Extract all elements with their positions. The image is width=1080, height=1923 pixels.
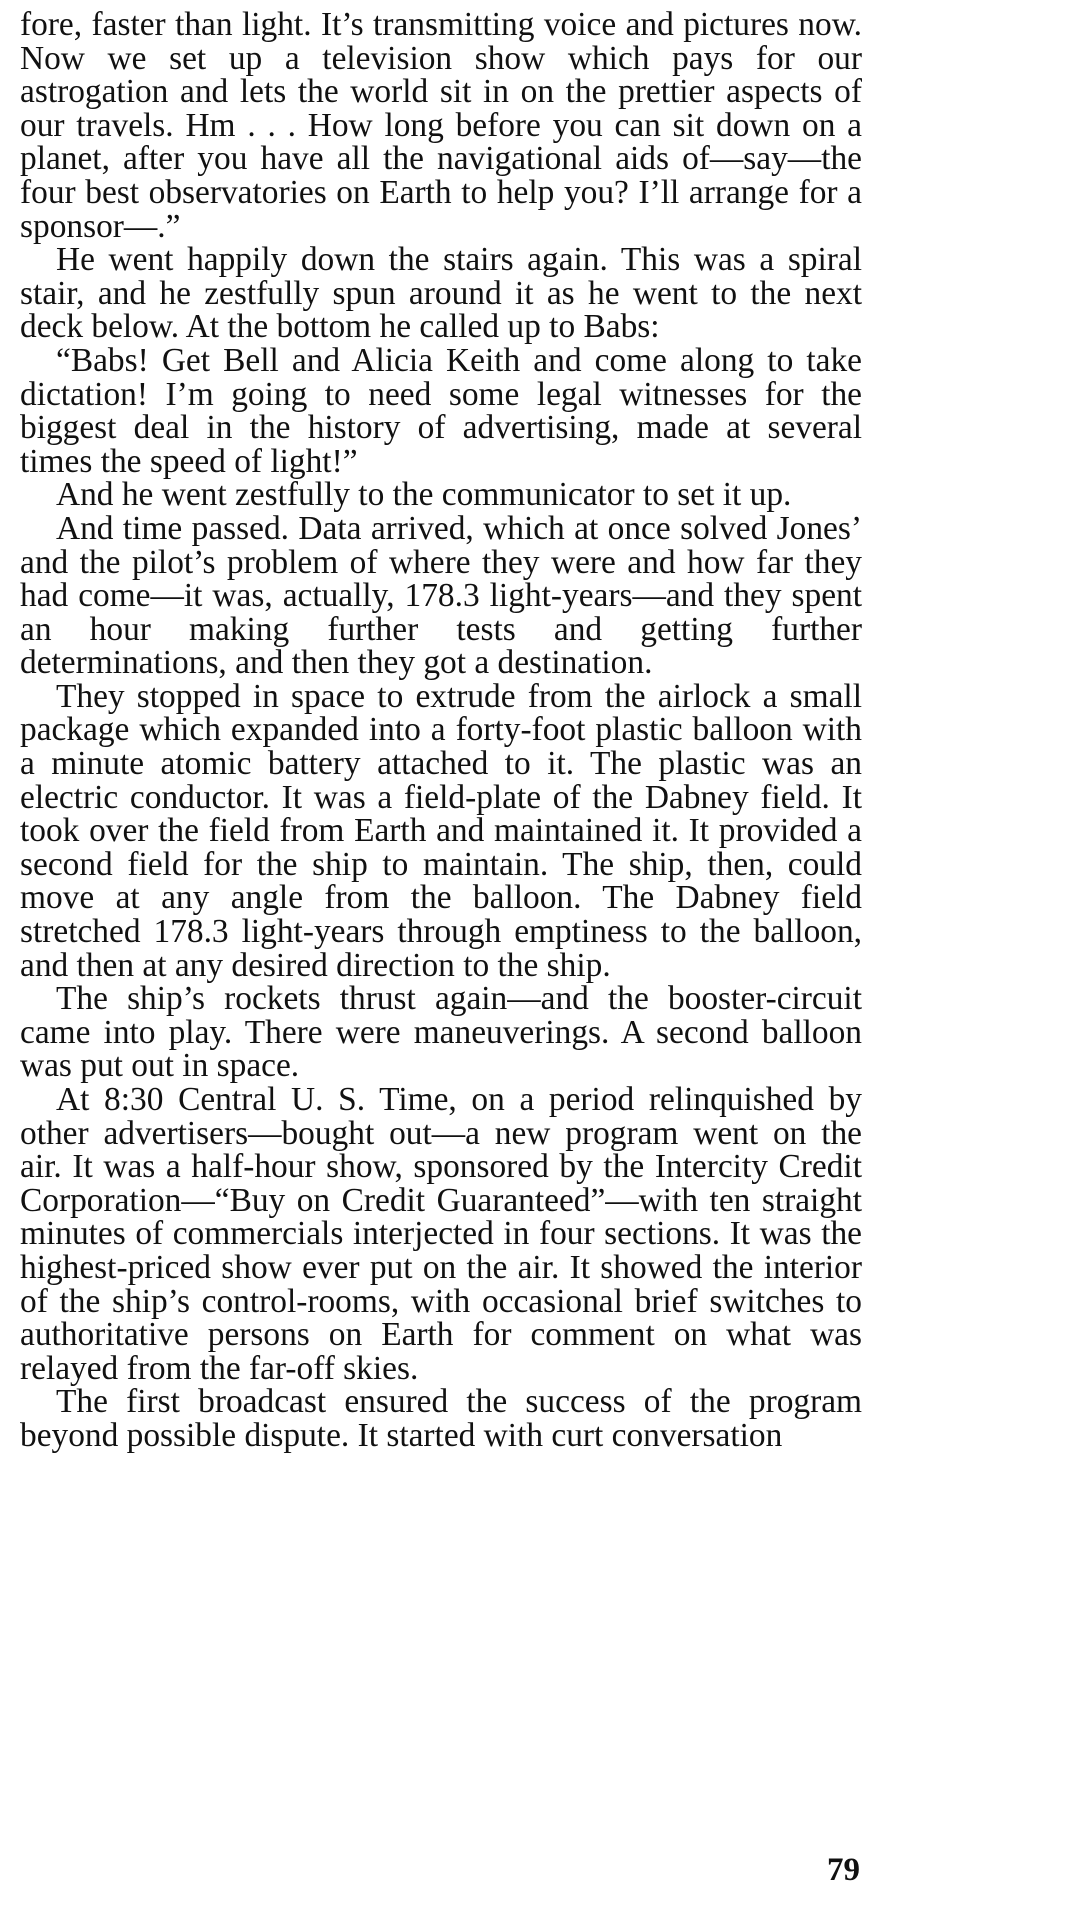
paragraph-1: fore, faster than light. It’s transmitting voice and pictures now. Now we set up a television show which pays for our astrogation and lets the world sit in on the prettier aspects of our travels. Hm . . . How long before you can sit down on a planet, after you have all the navigational aids of—say—the four best observatories on Earth to help you? I’ll arrange for a sponsor—.” [20,6,862,245]
paragraph-2: He went happily down the stairs again. This was a spiral stair, and he zestfully spun around it as he went to the next deck below. At the bottom he called up to Babs: [20,241,862,346]
paragraph-4: And he went zestfully to the communicator to set it up. [56,476,792,514]
paragraph-3: “Babs! Get Bell and Alicia Keith and come along to take dictation! I’m going to need some legal witnesses for the biggest deal in the history of advertising, made at several times the speed of light!” [20,341,862,480]
paragraph-9: The first broadcast ensured the success of the program beyond possible dispute. It started with curt conversation [20,1383,862,1454]
page-number: 79 [827,1852,860,1888]
paragraph-7: The ship’s rockets thrust again—and the booster-circuit came into play. There were maneuverings. A second balloon was put out in space. [20,980,862,1085]
paragraph-6: They stopped in space to extrude from the airlock a small package which expanded into a forty-foot plastic balloon with a minute atomic battery attached to it. The plastic was an electric conductor. It was a field-plate of the Dabney field. It took over the field from Earth and maintained it. It provided a second field for the ship to maintain. The ship, then, could move at any angle from the balloon. The Dabney field stretched 178.3 light-years through emptiness to the balloon, and then at any desired direction to the ship. [20,677,862,984]
paragraph-5: And time passed. Data arrived, which at once solved Jones’ and the pilot’s problem of where they were and how far they had come—it was, actually, 178.3 light-years—and they spent an hour making further tests and getting further determinations, and then they got a destination. [20,509,862,682]
paragraph-8: At 8:30 Central U. S. Time, on a period relinquished by other advertisers—bought out—a new program went on the air. It was a half-hour show, sponsored by the Intercity Credit Corporation—“Buy on Credit Guaranteed”—with ten straight minutes of commercials interjected in four sections. It was the highest-priced show ever put on the air. It showed the interior of the ship’s control-rooms, with occasional brief switches to authoritative persons on Earth for comment on what was relayed from the far-off skies. [20,1081,862,1387]
page-body [20,8,862,1453]
